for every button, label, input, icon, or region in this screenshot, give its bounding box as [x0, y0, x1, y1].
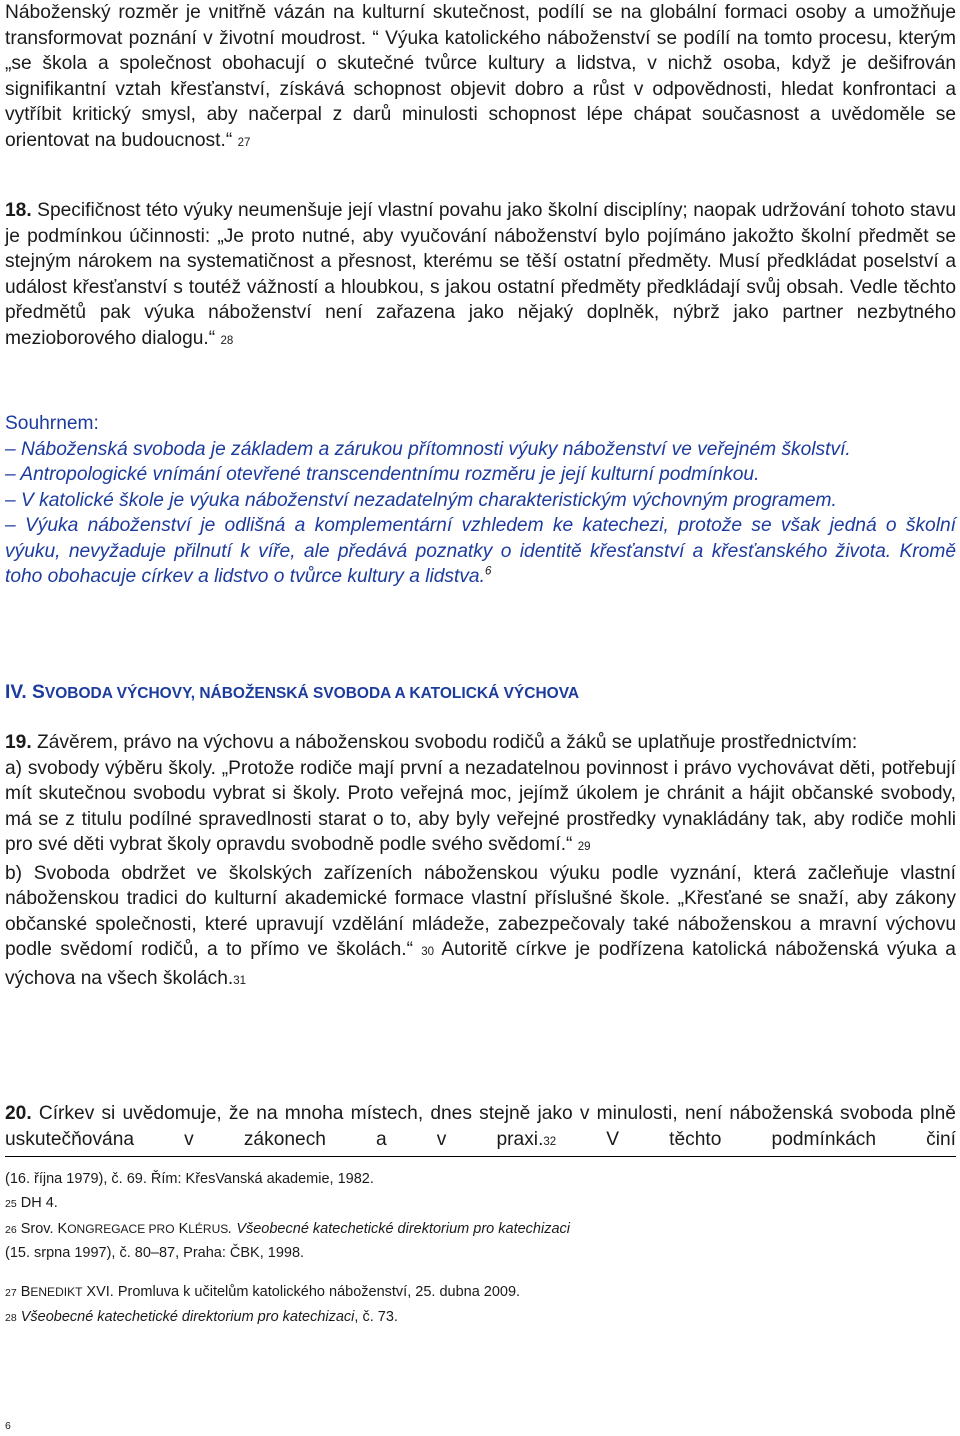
paragraph-20-text-1: Církev si uvědomuje, že na mnoha místech, dnes stejně jako v minulosti, není náboženská svoboda plně uskutečňována v zákonech a v praxi.: [5, 1103, 956, 1150]
summary-item-3: – V katolické škole je výuka náboženství nezadatelným charakteristickým výchovným programem.: [5, 489, 837, 511]
summary-item-1: – Náboženská svoboda je základem a zárukou přítomnosti výuky náboženství ve veřejném školství.: [5, 438, 851, 460]
intro-text: Náboženský rozměr je vnitřně vázán na kulturní skutečnost, podílí se na globální formaci osoby a umožňuje transformovat poznání v životní moudrost. “ Výuka katolického náboženství se podílí na tomto procesu, kterým „se škola a společnost obohacují o skutečné tvůrce kultury a lidstva, v nichž osoba, když je dešifrován signifikantní vztah křesťanství, získává schopnost objevit dobro a růst v odpovědnosti, hledat konfrontaci a vytříbit kritický smysl, aby načerpal z darů minulosti schopnost lépe chápat současnost a uvědoměle se orientovat na budoucnost.“: [5, 2, 956, 151]
paragraph-number: 19.: [5, 732, 32, 753]
paragraph-number: 20.: [5, 1103, 32, 1124]
paragraph-19-intro: [5, 730, 956, 756]
summary-label: Souhrnem:: [5, 413, 99, 434]
page-number: 6: [5, 1420, 11, 1432]
footnote-continuation: (16. října 1979), č. 69. Řím: KřesVanská akademie, 1982.: [5, 1171, 374, 1187]
paragraph-19-b: [5, 861, 956, 995]
paragraph-number: 18.: [5, 200, 32, 221]
section-title-first: S: [32, 682, 45, 703]
summary-item-2: – Antropologické vnímání otevřené transcendentnímu rozměru je její kulturní podmínkou.: [5, 464, 760, 485]
paragraph-19-a: [5, 756, 956, 861]
paragraph-19-b-text-2: Autoritě církve je podřízena katolická náboženská výuka a výchova na všech školách.: [5, 939, 956, 989]
footnote-ref-30: 30: [421, 946, 435, 958]
section-number: IV.: [5, 682, 27, 703]
footnote-26-smallcaps-1: ONGREGACE PRO: [67, 1221, 175, 1236]
footnote-26-line-2: (15. srpna 1997), č. 80–87, Praha: ČBK, 1998.: [5, 1245, 305, 1262]
footnote-28-title: Všeobecné katechetické direktorium pro katechizaci: [20, 1309, 355, 1326]
footnote-25-text: DH 4.: [20, 1195, 58, 1212]
footnote-ref-27: 27: [237, 136, 251, 149]
section-heading: [5, 682, 579, 704]
footnote-27-text: XVI. Promluva k učitelům katolického náboženství, 25. dubna 2009.: [82, 1283, 521, 1300]
footnote-26: [5, 1220, 956, 1239]
footnote-26-mid: K: [174, 1220, 189, 1237]
paragraph-19: [5, 730, 956, 994]
footnotes: [5, 1170, 956, 1327]
footnote-26-title: . Všeobecné katechetické direktorium pro katechizaci: [228, 1220, 570, 1237]
paragraph-18: [5, 198, 956, 354]
footnote-25: [5, 1194, 956, 1213]
summary-item-4: [5, 513, 956, 590]
intro-paragraph: [5, 0, 956, 156]
footnote-number: 28: [5, 1312, 17, 1325]
footnote-26-prefix: Srov. K: [20, 1220, 68, 1237]
footnote-separator: [5, 1156, 956, 1157]
section-title-rest: VOBODA VÝCHOVY, NÁBOŽENSKÁ SVOBODA A KATOLICKÁ VÝCHOVA: [44, 685, 580, 702]
footnote-number: 25: [5, 1198, 17, 1211]
paragraph-20: [5, 1101, 956, 1155]
footnote-ref-28: 28: [220, 334, 234, 347]
footnote-number: 26: [5, 1223, 17, 1236]
footnote-27: [5, 1283, 956, 1302]
footnote-27-prefix: B: [20, 1283, 31, 1300]
footnote-26-smallcaps-2: LÉRUS: [188, 1221, 229, 1236]
paragraph-19-a-text: a) svobody výběru školy. „Protože rodiče mají první a nezadatelnou povinnost i právo vychovávat děti, potřebují mít skutečnou svobodu vybrat si školy. Proto veřejná moc, jejímž úkolem je chránit a hájit občanské svobody, má se z titulu podílné spravedlnosti starat o to, aby byly veřejné prostředky vynakládány tak, aby rodiče mohli pro své děti vybrat školy opravdu svobodně podle svého svědomí.“: [5, 757, 956, 855]
footnote-number: 27: [5, 1286, 17, 1299]
footnote-sup-6: 6: [484, 565, 492, 578]
summary-block: [5, 411, 956, 590]
footnote-ref-31: 31: [233, 974, 247, 987]
footnote-ref-29: 29: [577, 841, 591, 853]
paragraph-19-b-text-1: b) Svoboda obdržet ve školských zařízeních náboženskou výuku podle vyznání, která začleňuje vlastní náboženskou tradici do kulturní akademické formace vlastní příslušné škole. „Křesťané se snaží, aby zákony občanské společnosti, které upravují vzdělání mládeže, zabezpečovaly také náboženskou a mravní výchovu podle svědomí rodičů, a to přímo ve školách.“: [5, 862, 956, 960]
paragraph-18-text: Specifičnost této výuky neumenšuje její vlastní povahu jako školní disciplíny; naopak udržování tohoto stavu je podmínkou účinnosti: „Je proto nutné, aby vyučování náboženství bylo pojímáno jakožto školní předmět se stejným nárokem na systematičnost a přesnost, kterému se těší ostatní předměty. Musí předkládat poselství a událost křesťanství s toutéž vážností a hloubkou, s jakou ostatní předměty předkládají svůj obsah. Vedle těchto předmětů pak výuka náboženství není zařazena jako nějaký doplněk, nýbrž jako partner nezbytného mezioborového dialogu.“: [5, 200, 956, 349]
paragraph-19-intro-text: Závěrem, právo na výchovu a náboženskou svobodu rodičů a žáků se uplatňuje prostřednictvím:: [37, 732, 858, 753]
footnote-ref-32: 32: [543, 1135, 557, 1148]
paragraph-20-text-2: V těchto podmínkách činí: [556, 1128, 956, 1150]
footnote-28: [5, 1308, 956, 1327]
footnote-27-smallcaps: ENEDIKT: [30, 1284, 83, 1299]
footnote-28-text: , č. 73.: [354, 1309, 398, 1326]
summary-item-4-text: – Výuka náboženství je odlišná a komplementární vzhledem ke katechezi, protože se však jedná o školní výuku, nevyžaduje přilnutí k víře, ale předává poznatky o identitě křesťanství a křesťanského života. Kromě toho obohacuje církev a lidstvo o tvůrce kultury a lidstva.: [5, 515, 956, 587]
